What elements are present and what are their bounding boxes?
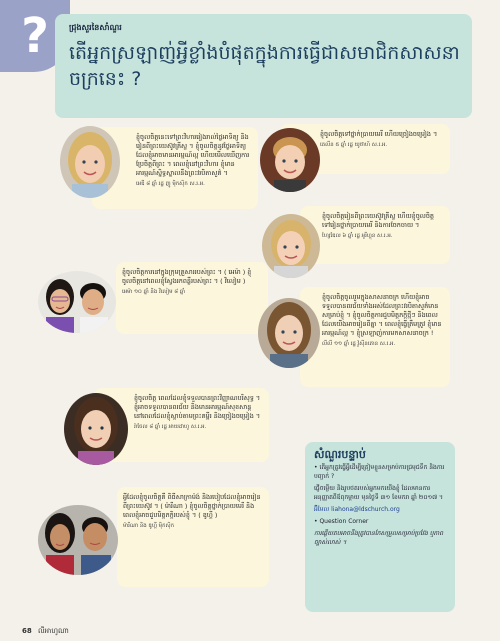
page-number: 68 <box>22 627 32 635</box>
next-question-line: • តើអ្នកត្រូវធ្វើអ្វីដើម្បីត្រៀមខ្លួនសម្រាប់ការជ្រមុជទឹក និងការបញ្ជាក់ ? <box>314 464 445 480</box>
next-question-line: • Question Corner <box>314 518 369 525</box>
child-photo-3 <box>262 214 320 278</box>
answer-text: ខ្ញុំចូលចិត្ត ពេលដែលខ្ញុំទទួលបានព្រះវិញ្ញាណបរិសុទ្ធ ។ ខ្ញុំអាចទទួលបានពរជ័យ និងមានអារម្មណ៍សុខសាន្តនៅពេលដែលខ្ញុំស្ដាប់តាមព្រះគម្ពីរ និងច្រៀងចម្រៀង ។ <box>134 394 261 420</box>
next-question-heading: សំណួរបន្ទាប់ <box>314 448 366 461</box>
page-title: តើអ្នកស្រឡាញ់អ្វីខ្លាំងបំផុតក្នុងការធ្វើជាសមាជិកសាសនាចក្រនេះ ? <box>69 42 460 90</box>
answer-card-5 <box>300 287 450 387</box>
answer-card-3 <box>300 206 450 264</box>
child-photo-7 <box>38 505 118 575</box>
child-photo-5 <box>258 298 320 368</box>
answer-text: ខ្ញុំចូលចិត្តនេះទៅព្រះវិហាររៀងរាល់ថ្ងៃអាទិត្យ និងរៀនពីព្រះយេស៊ូវគ្រីស្ទ ។ ខ្ញុំចូលចិត្តនូវថ្ងៃអាទិត្យដែលខ្ញុំអាចមានអារម្មណ៍ល្អ ហើយមើលឃើញការប្រែចិត្តពីព្រះ ។ ពេលខ្ញុំនៅព្រះវិហារ ខ្ញុំមានអារម្មណ៍ស្និទ្ធស្នាលនឹងព្រះវរបិតាសួគ៌ ។ <box>136 133 250 177</box>
answer-text: អ្វីដែលខ្ញុំចូលចិត្តគឺ ពិធីសាក្រាម៉ង់ និងរបៀបដែលខ្ញុំអាចរៀនពីព្រះយេស៊ូវ ។ ( ម៉ារីណា ) ខ្ញុំចូលចិត្តថ្នាក់ប្រាយមេរី និងពេលខ្ញុំអាចជួបមិត្តភក្តិរបស់ខ្ញុំ ។ ( ឌូហ្គី ) <box>123 493 261 519</box>
magazine-name: លីអាហូណា <box>37 627 69 635</box>
next-question-note: ការឆ្លើយតបអាចនឹងត្រូវបានកែសម្រួលសម្រាប់ប្រវែង ឬភាពច្បាស់លាស់ ។ <box>314 530 444 546</box>
section-label: ជ្រុងសួរនៃសាំណួរ <box>69 23 122 32</box>
answer-card-7 <box>117 487 269 587</box>
question-mark-icon: ? <box>21 8 49 64</box>
page-header <box>55 14 472 118</box>
answer-signature: រ៉ាចែល ៨ ឆ្នាំ រដ្ឋ អាយដាហូ ស.រ.អ. <box>134 424 207 430</box>
answer-signature: ម៉ារីណា និង ឌូហ្គី ម៉ិកស៊ិក <box>123 523 175 529</box>
next-question-email[interactable]: អ៊ីមែល liahona@ldschurch.org <box>314 506 400 513</box>
answer-text: ខ្ញុំចូលចិត្តទៅថ្នាក់ប្រាយមេរី ហើយច្រៀងចម្រៀង ។ <box>320 130 438 138</box>
answer-signature: លីលី ១១ ឆ្នាំ រដ្ឋ វ៉ូស៊ីនតោន ស.រ.អ. <box>322 341 396 347</box>
answer-signature: អេម៉ា ១០ ឆ្នាំ និង វិលៀម ៨ ឆ្នាំ <box>122 289 185 295</box>
child-photo-4 <box>38 271 116 333</box>
next-question-box <box>305 442 455 612</box>
page-footer <box>22 627 69 637</box>
child-photo-6 <box>64 393 128 465</box>
answer-text: ខ្ញុំចូលចិត្តរៀនពីព្រះយេស៊ូវគ្រីស្ទ ហើយខ្ញុំចូលចិត្តទៅរៀនថ្នាក់ប្រាយមេរី និងការចែកចាយ ។ <box>322 212 434 229</box>
answer-signature: អេឌី ៨ ឆ្នាំ រដ្ឋ ញូ ម៉ិកស៊ិក ស.រ.អ. <box>136 181 205 187</box>
child-photo-1 <box>60 126 120 198</box>
next-question-line: ផ្ញើចម្លើយ និងរូបថតរបស់អ្នកមកយើងខ្ញុំ ដែលមានការអនុញ្ញាតពីឪពុកម្ដាយ មុនថ្ងៃទី ៣១ ខែមករា ឆ្នាំ ២០១៧ ។ <box>314 485 443 501</box>
answer-signature: ហ្សៃឌែល ៦ ឆ្នាំ រដ្ឋ អូរីហ្គុន ស.រ.អ. <box>322 233 393 239</box>
child-photo-2 <box>260 128 320 192</box>
answer-text: ខ្ញុំចូលចិត្តការនៅក្នុងក្រុមគ្រួសាររបស់ព្រះ ។ ( អេម៉ា ) ខ្ញុំចូលចិត្តនៅពេលខ្ញុំស្វែងរកពន្លឺរបស់ព្រះ ។ ( វិលៀម ) <box>122 268 252 285</box>
answer-signature: គេលីន ៥ ឆ្នាំ រដ្ឋ យូថាហ៍ ស.រ.អ. <box>320 142 388 148</box>
answer-card-4 <box>116 262 268 334</box>
answer-text: ខ្ញុំចូលចិត្តចូលរួមក្នុងសាសនាចក្រ ហើយខ្ញុំអាចទទួលបានពរជ័យទាំងអស់ដែលព្រះវរបិតាសួគ៌មានសម្រាប់ខ្ញុំ ។ ខ្ញុំចូលចិត្តការជួបមិត្តភក្តិថ្មីៗ និងពេលដែលយើងអាចរៀនពីគ្នា ។ ពេលខ្ញុំធ្វើត្រឹមត្រូវ ខ្ញុំមានអារម្មណ៍ល្អ ។ ខ្ញុំស្រឡាញ់ការមកសាសនាចក្រ ! <box>322 293 442 337</box>
